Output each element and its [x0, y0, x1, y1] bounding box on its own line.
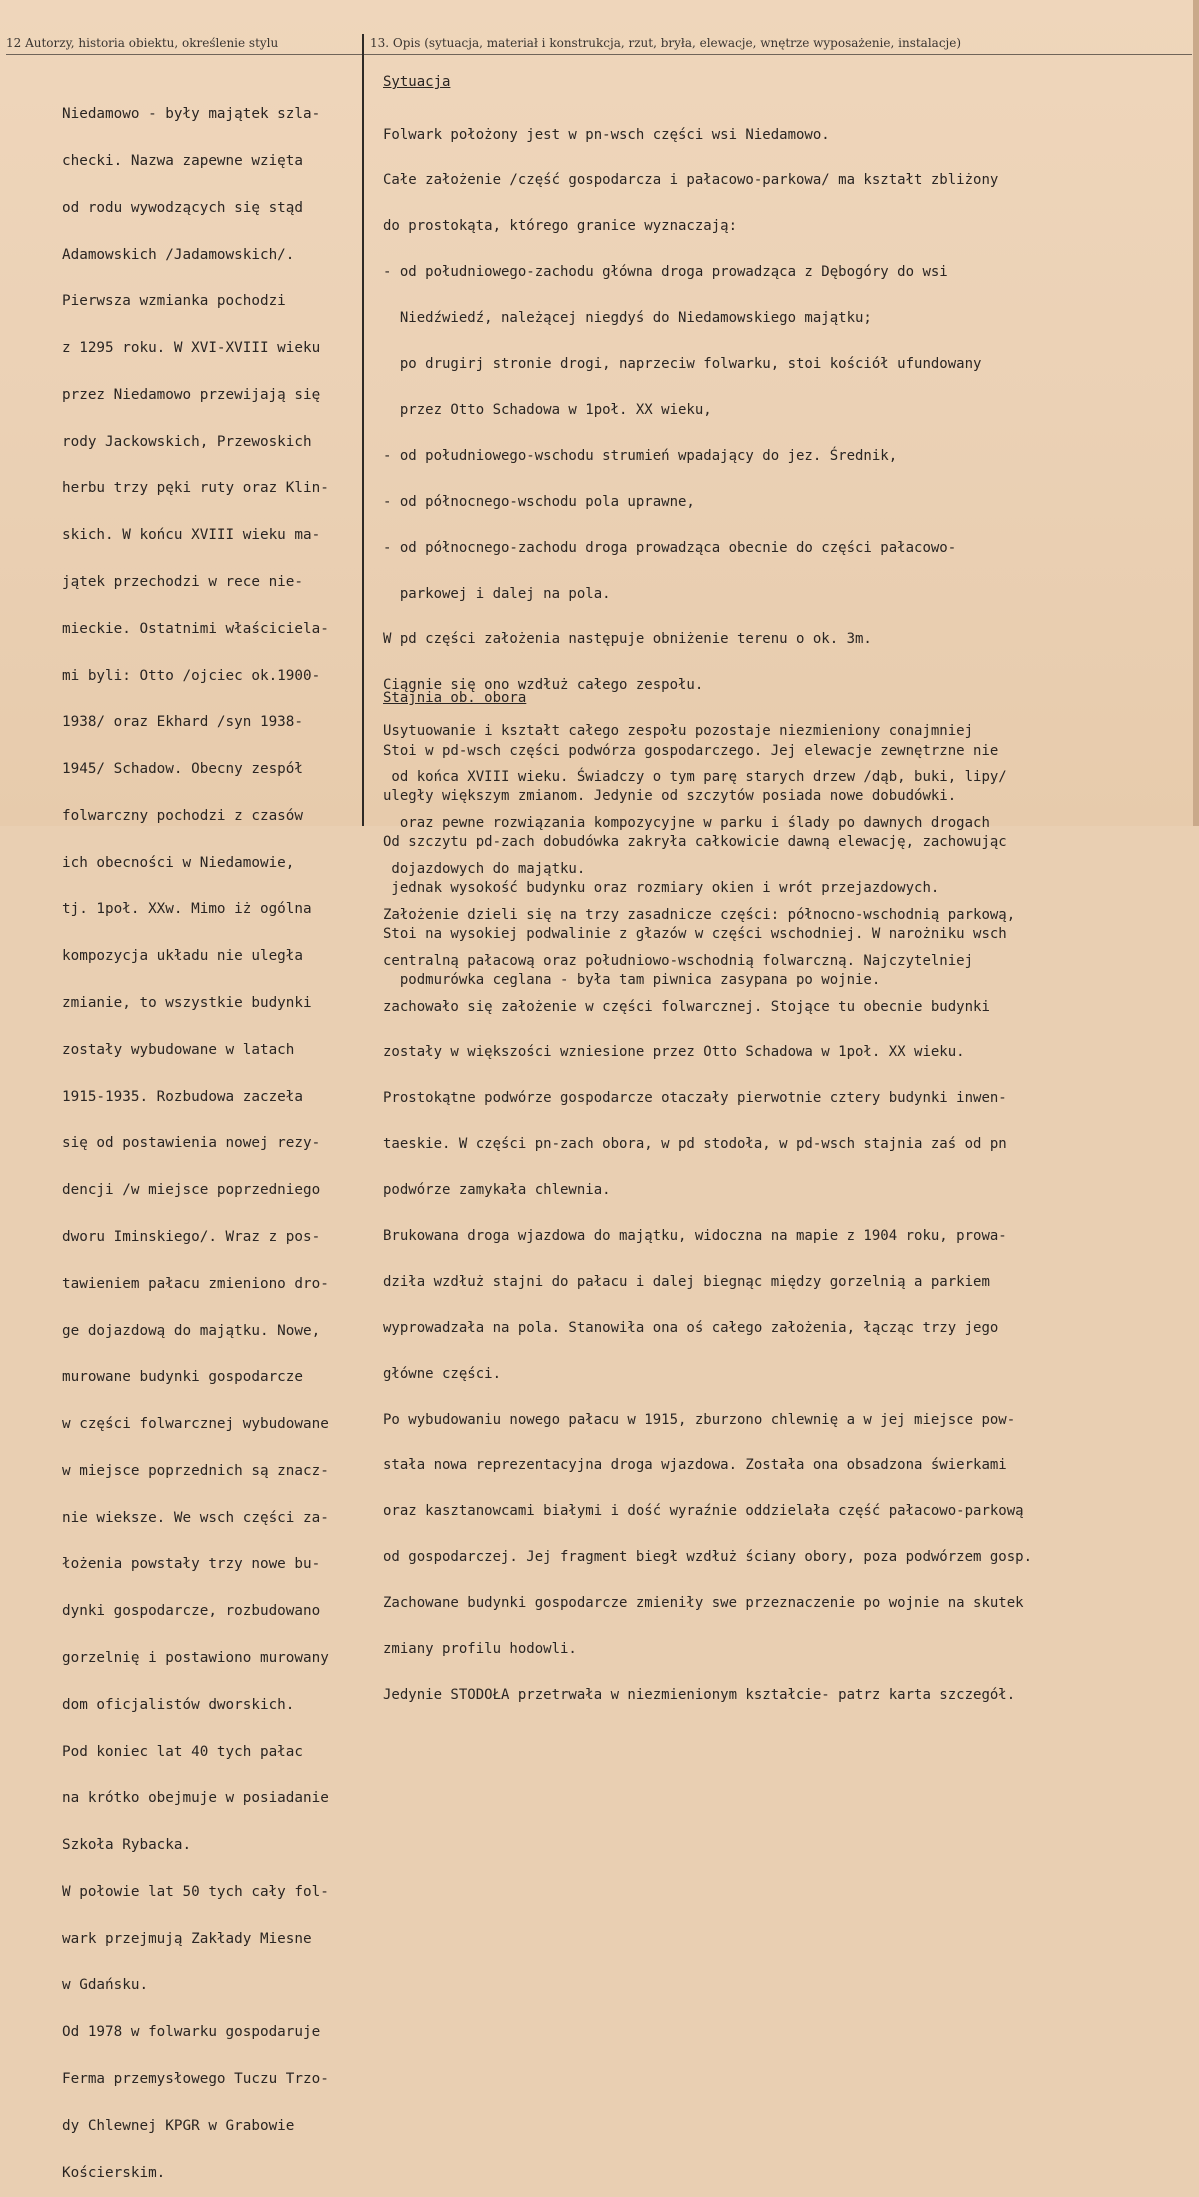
text-line: Pod koniec lat 40 tych pałac [62, 1743, 304, 1760]
text-line: parkowej i dalej na pola. [383, 585, 611, 602]
text-line: w miejsce poprzednich są znacz- [62, 1462, 329, 1479]
text-line: 1915-1935. Rozbudowa zaczeła [62, 1088, 304, 1105]
text-line: - od północnego-wschodu pola uprawne, [383, 493, 695, 510]
text-line: kompozycja układu nie uległa [62, 948, 304, 965]
text-line: centralną pałacową oraz południowo-wschodnią folwarczną. Najczytelniej [383, 952, 974, 969]
text-line: od rodu wywodzących się stąd [62, 199, 304, 216]
text-line: Szkoła Rybacka. [62, 1837, 192, 1854]
text-line: Zachowane budynki gospodarcze zmieniły swe przeznaczenie po wojnie na skutek [383, 1595, 1024, 1612]
history-text [62, 76, 329, 2197]
text-line: Od 1978 w folwarku gospodaruje [62, 2024, 321, 2041]
text-line: Brukowana droga wjazdowa do majątku, widoczna na mapie z 1904 roku, prowa- [383, 1227, 1007, 1244]
text-line: Jedynie STODOŁA przetrwała w niezmienionym kształcie- patrz karta szczegół. [383, 1686, 1016, 1703]
text-line: Ferma przemysłowego Tuczu Trzo- [62, 2071, 329, 2087]
text-line: dy Chlewnej KPGR w Grabowie [62, 2117, 295, 2134]
text-line: do prostokąta, którego granice wyznaczają: [383, 218, 738, 235]
section-12-header: 12 Autorzy, historia obiektu, określenie stylu [6, 36, 279, 50]
text-line: oraz pewne rozwiązania kompozycyjne w parku i ślady po dawnych drogach [383, 814, 990, 831]
text-line: zostały w większości wzniesione przez Otto Schadowa w 1poł. XX wieku. [383, 1044, 965, 1061]
text-line: - od południowego-zachodu główna droga prowadząca z Dębogóry do wsi [383, 264, 948, 281]
text-line: wyprowadzała na pola. Stanowiła ona oś całego założenia, łącząc trzy jego [383, 1319, 999, 1336]
text-line: - od południowego-wschodu strumień wpadający do jez. Średnik, [383, 447, 898, 464]
text-line: po drugirj stronie drogi, naprzeciw folwarku, stoi kościół ufundowany [383, 356, 982, 373]
text-line: podwórze zamykała chlewnia. [383, 1182, 611, 1199]
text-line: w Gdańsku. [62, 1977, 149, 1994]
text-line: folwarczny pochodzi z czasów [62, 807, 304, 824]
text-line: z 1295 roku. W XVI-XVIII wieku [62, 340, 321, 357]
text-line: skich. W końcu XVIII wieku ma- [62, 527, 321, 544]
text-line: zmianie, to wszystkie budynki [62, 995, 312, 1012]
text-line: murowane budynki gospodarcze [62, 1369, 304, 1386]
text-line: przez Niedamowo przewijają się [62, 386, 321, 403]
text-line: Całe założenie /część gospodarcza i pałacowo-parkowa/ ma kształt zbliżony [383, 172, 999, 189]
text-line: na krótko obejmuje w posiadanie [62, 1790, 329, 1807]
text-line: główne części. [383, 1365, 502, 1382]
text-line: nie wieksze. We wsch części za- [62, 1509, 329, 1526]
text-line: Adamowskich /Jadamowskich/. [62, 246, 295, 263]
column-divider [362, 34, 364, 826]
text-line: zachowało się założenie w części folwarcznej. Stojące tu obecnie budynki [383, 998, 990, 1015]
text-line: Niedźwiedź, należącej niegdyś do Niedamowskiego majątku; [383, 310, 872, 327]
text-line: Usytuowanie i kształt całego zespołu pozostaje niezmieniony conajmniej [383, 723, 974, 740]
text-line: Niedamowo - były majątek szla- [62, 106, 321, 123]
text-line: - od północnego-zachodu droga prowadząca obecnie do części pałacowo- [383, 539, 957, 556]
text-line: dynki gospodarcze, rozbudowano [62, 1603, 321, 1620]
text-line: tawieniem pałacu zmieniono dro- [62, 1275, 329, 1292]
sytuacja-heading: Sytuacja [383, 74, 451, 90]
text-line: checki. Nazwa zapewne wzięta [62, 152, 304, 169]
text-line: łożenia powstały trzy nowe bu- [62, 1556, 321, 1573]
text-line: Kościerskim. [62, 2164, 166, 2181]
text-line: 1938/ oraz Ekhard /syn 1938- [62, 714, 304, 731]
text-line: Prostokątne podwórze gospodarcze otaczały pierwotnie cztery budynki inwen- [383, 1090, 1007, 1107]
text-line: Stoi na wysokiej podwalinie z głazów w części wschodniej. W narożniku wsch [383, 926, 1007, 943]
text-line: dojazdowych do majątku. [383, 860, 586, 877]
section-13-header: 13. Opis (sytuacja, materiał i konstrukcja, rzut, bryła, elewacje, wnętrze wyposażenie, instalacje) [370, 36, 962, 50]
text-line: oraz kasztanowcami białymi i dość wyraźnie oddzielała część pałacowo-parkową [383, 1503, 1024, 1520]
text-line: Po wybudowaniu nowego pałacu w 1915, zburzono chlewnię a w jej miejsce pow- [383, 1411, 1016, 1428]
text-line: W pd części założenia następuje obniżenie terenu o ok. 3m. [383, 631, 872, 648]
text-line: Założenie dzieli się na trzy zasadnicze części: północno-wschodnią parkową, [383, 906, 1016, 923]
text-line: od gospodarczej. Jej fragment biegł wzdłuż ściany obory, poza podwórzem gosp. [383, 1549, 1033, 1566]
text-line: W połowie lat 50 tych cały fol- [62, 1883, 329, 1900]
text-line: Od szczytu pd-zach dobudówka zakryła całkowicie dawną elewację, zachowując [383, 834, 1007, 851]
header-rule [6, 54, 1192, 55]
text-line: rody Jackowskich, Przewoskich [62, 433, 312, 450]
text-line: Stoi w pd-wsch części podwórza gospodarczego. Jej elewacje zewnętrzne nie [383, 742, 999, 759]
text-line: dworu Iminskiego/. Wraz z pos- [62, 1228, 321, 1245]
stajnia-text [383, 713, 1007, 1004]
text-line: się od postawienia nowej rezy- [62, 1135, 321, 1152]
text-line: w części folwarcznej wybudowane [62, 1416, 329, 1433]
text-line: ge dojazdową do majątku. Nowe, [62, 1322, 321, 1339]
text-line: Ciągnie się ono wzdłuż całego zespołu. [383, 677, 704, 694]
text-line: dom oficjalistów dworskich. [62, 1696, 295, 1713]
text-line: wark przejmują Zakłady Miesne [62, 1930, 312, 1947]
text-line: uległy większym zmianom. Jedynie od szczytów posiada nowe dobudówki. [383, 788, 957, 805]
paper-edge [1193, 0, 1199, 826]
text-line: mieckie. Ostatnimi właściciela- [62, 620, 329, 637]
text-line: przez Otto Schadowa w 1poł. XX wieku, [383, 401, 712, 418]
text-line: taeskie. W części pn-zach obora, w pd stodoła, w pd-wsch stajnia zaś od pn [383, 1136, 1007, 1153]
text-line: mi byli: Otto /ojciec ok.1900- [62, 667, 321, 684]
text-line: zostały wybudowane w latach [62, 1041, 295, 1058]
text-line: jednak wysokość budynku oraz rozmiary okien i wrót przejazdowych. [383, 880, 940, 897]
stajnia-heading: Stajnia ob. obora [383, 690, 527, 706]
text-line: od końca XVIII wieku. Świadczy o tym parę starych drzew /dąb, buki, lipy/ [383, 769, 1007, 786]
text-line: dziła wzdłuż stajni do pałacu i dalej biegnąc między gorzelnią a parkiem [383, 1273, 990, 1290]
text-line: Pierwsza wzmianka pochodzi [62, 293, 286, 310]
text-line: dencji /w miejsce poprzedniego [62, 1182, 321, 1199]
text-line: herbu trzy pęki ruty oraz Klin- [62, 480, 329, 497]
text-line: Folwark położony jest w pn-wsch części wsi Niedamowo. [383, 126, 830, 143]
text-line: zmiany profilu hodowli. [383, 1640, 577, 1657]
text-line: jątek przechodzi w rece nie- [62, 574, 304, 590]
text-line: ich obecności w Niedamowie, [62, 854, 295, 871]
text-line: gorzelnię i postawiono murowany [62, 1649, 329, 1666]
text-line: podmurówka ceglana - była tam piwnica zasypana po wojnie. [383, 972, 881, 989]
text-line: 1945/ Schadow. Obecny zespół [62, 761, 304, 778]
text-line: stała nowa reprezentacyjna droga wjazdowa. Została ona obsadzona świerkami [383, 1457, 1007, 1474]
text-line: tj. 1poł. XXw. Mimo iż ogólna [62, 901, 312, 918]
